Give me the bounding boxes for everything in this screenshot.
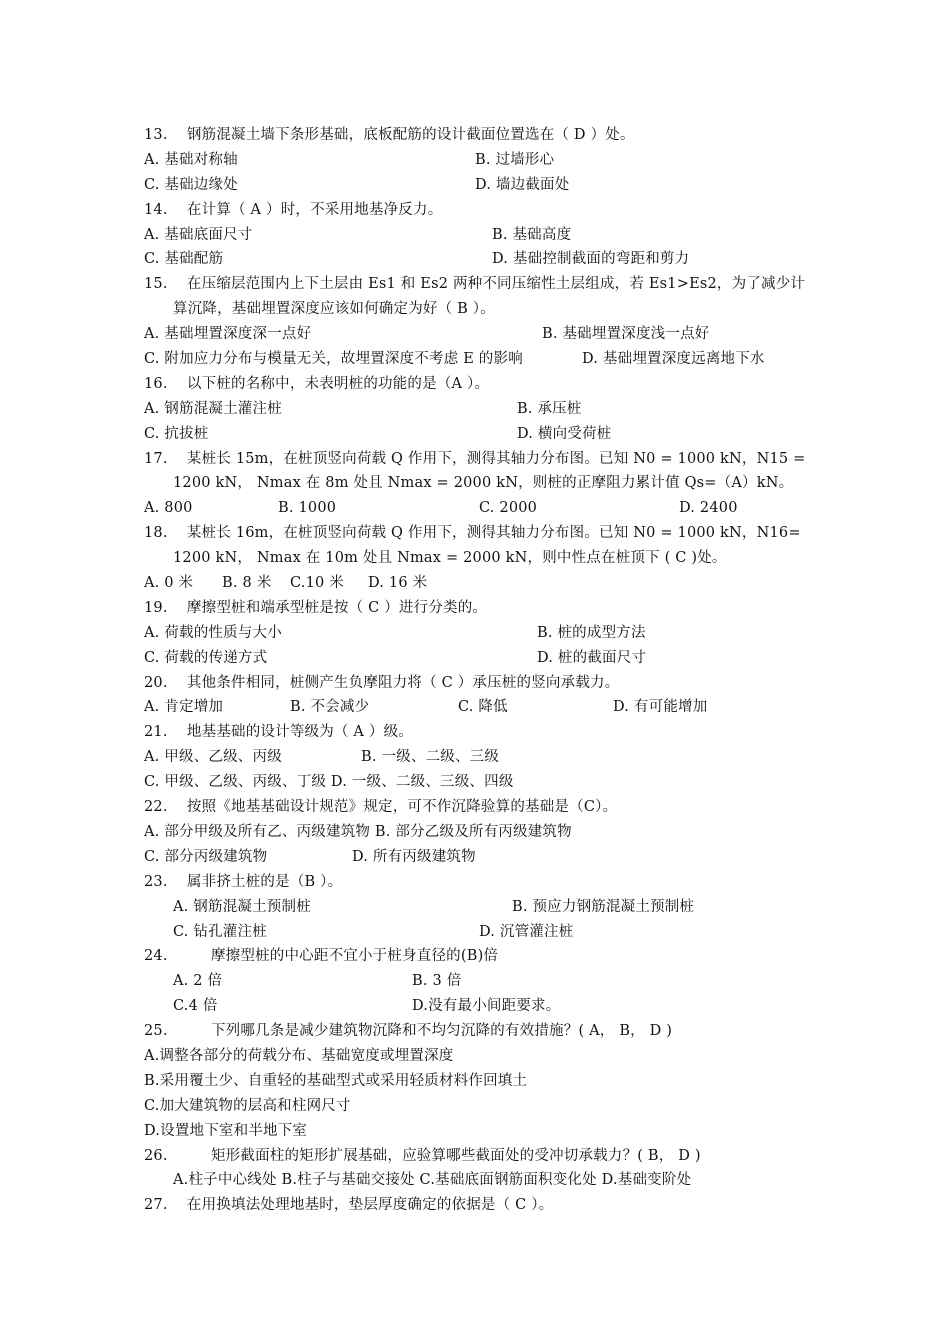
option-c: C.10 米 (290, 575, 344, 592)
question-18 (144, 521, 834, 546)
option-c: C. 基础配筋 (144, 251, 224, 268)
question-text: 钢筋混凝土墙下条形基础，底板配筋的设计截面位置选在（ D ）处。 (186, 127, 635, 143)
question-number: 23. (144, 873, 168, 890)
option-row (144, 994, 834, 1019)
option-d: D. 沉管灌注桩 (479, 923, 574, 940)
option-c: C. 钻孔灌注桩 (173, 923, 267, 940)
option-c: C. 部分丙级建筑物 (144, 848, 268, 865)
option-a-b: A. 部分甲级及所有乙、丙级建筑物 B. 部分乙级及所有丙级建筑物 (144, 823, 572, 840)
question-24 (144, 944, 834, 969)
option-row (144, 770, 834, 795)
option-c: C. 抗拔桩 (144, 425, 209, 442)
question-text: 属非挤土桩的是（B ）。 (186, 873, 343, 890)
option-b: B. 基础高度 (492, 226, 572, 243)
question-25 (144, 1019, 834, 1044)
question-number: 22. (144, 799, 168, 816)
option-row (144, 920, 834, 945)
option-a: A. 基础对称轴 (144, 151, 238, 168)
option-row (144, 173, 834, 198)
option-row (144, 422, 834, 447)
option-row (144, 223, 834, 248)
option-c: C. 荷载的传递方式 (144, 649, 268, 666)
option-b: B. 3 倍 (412, 973, 462, 990)
question-text: 下列哪几条是减少建筑物沉降和不均匀沉降的有效措施？( A， B， D ) (210, 1023, 673, 1040)
question-text: 在压缩层范围内上下土层由 Es1 和 Es2 两种不同压缩性土层组成，若 Es1>Es2，为了减少计 (186, 276, 806, 293)
question-number: 16. (144, 375, 168, 392)
option-d: D.没有最小间距要求。 (412, 998, 561, 1015)
option-c: C. 基础边缘处 (144, 176, 238, 193)
question-number: 21. (144, 724, 168, 741)
option-a: A.调整各部分的荷载分布、基础宽度或埋置深度 (144, 1047, 454, 1064)
question-text: 地基基础的设计等级为（ A ）级。 (186, 724, 414, 741)
option-c: C.加大建筑物的层高和柱网尺寸 (144, 1097, 351, 1114)
question-text: 以下桩的名称中，未表明桩的功能的是（A ）。 (186, 375, 490, 392)
question-19 (144, 596, 834, 621)
option-c-d: C. 甲级、乙级、丙级、丁级 D. 一级、二级、三级、四级 (144, 774, 514, 791)
option-row (144, 496, 834, 521)
option-row (144, 571, 834, 596)
question-text: 某桩长 15m，在桩顶竖向荷载 Q 作用下，测得其轴力分布图。已知 N0 = 1000 kN，N15 = (186, 450, 806, 467)
option-b: B. 过墙形心 (475, 151, 555, 168)
option-row (144, 745, 834, 770)
option-row (144, 845, 834, 870)
option-d: D. 基础控制截面的弯距和剪力 (492, 251, 690, 268)
option-a: A. 肯定增加 (144, 699, 224, 716)
option-row: A.柱子中心线处 B.柱子与基础交接处 C.基础底面钢筋面积变化处 D.基础变阶处 (173, 1172, 692, 1189)
question-number: 14. (144, 201, 168, 218)
question-17 (144, 447, 834, 472)
question-13 (144, 123, 834, 148)
option-d: D. 有可能增加 (613, 699, 708, 716)
question-number: 27. (144, 1197, 168, 1214)
option-d: D. 2400 (679, 500, 738, 517)
option-b: B.采用覆土少、自重轻的基础型式或采用轻质材料作回填土 (144, 1072, 528, 1089)
question-number: 20. (144, 674, 168, 691)
option-row (144, 247, 834, 272)
option-a: A. 800 (144, 500, 193, 517)
option-a: A. 钢筋混凝土灌注桩 (144, 400, 282, 417)
question-16 (144, 372, 834, 397)
question-number: 15. (144, 276, 168, 293)
question-text: 在计算（ A ）时，不采用地基净反力。 (186, 201, 443, 218)
option-b: B. 预应力钢筋混凝土预制桩 (512, 898, 695, 915)
question-text: 在用换填法处理地基时，垫层厚度确定的依据是（ C ）。 (186, 1197, 554, 1214)
option-d: D. 所有丙级建筑物 (352, 848, 476, 865)
option-c: C. 2000 (479, 500, 538, 517)
option-a: A. 0 米 (144, 575, 194, 592)
option-c: C. 降低 (458, 699, 508, 716)
option-row (144, 820, 834, 845)
option-a: A. 甲级、乙级、丙级 (144, 749, 282, 766)
option-a: A. 2 倍 (173, 973, 223, 990)
question-27 (144, 1193, 834, 1218)
question-20 (144, 671, 834, 696)
option-d: D.设置地下室和半地下室 (144, 1122, 308, 1139)
question-text: 矩形截面柱的矩形扩展基础，应验算哪些截面处的受冲切承载力？( B， D ) (210, 1147, 701, 1164)
option-a: A. 基础埋置深度深一点好 (144, 326, 312, 343)
option-row (144, 969, 834, 994)
option-b: B. 承压桩 (517, 400, 582, 417)
option-row (144, 646, 834, 671)
option-d: D. 墙边截面处 (475, 176, 570, 193)
option-b: B. 基础埋置深度浅一点好 (542, 326, 710, 343)
question-26 (144, 1144, 834, 1169)
option-c: C.4 倍 (173, 998, 218, 1015)
question-continuation: 1200 kN， Nmax 在 10m 处且 Nmax = 2000 kN，则中性点在桩顶下 ( C )处。 (173, 550, 727, 567)
question-text: 按照《地基基础设计规范》规定，可不作沉降验算的基础是（C）。 (186, 799, 618, 816)
option-row (144, 621, 834, 646)
option-row (144, 397, 834, 422)
option-row (144, 895, 834, 920)
option-a: A. 荷载的性质与大小 (144, 624, 282, 641)
question-text: 摩擦型桩和端承型桩是按（ C ）进行分类的。 (186, 599, 488, 616)
question-number: 19. (144, 599, 168, 616)
question-number: 25. (144, 1023, 168, 1040)
question-continuation: 算沉降，基础埋置深度应该如何确定为好（ B ）。 (173, 301, 495, 318)
question-14 (144, 198, 834, 223)
question-number: 24. (144, 948, 168, 965)
option-row (144, 322, 834, 347)
question-15 (144, 272, 834, 297)
question-continuation: 1200 kN， Nmax 在 8m 处且 Nmax = 2000 kN，则桩的正摩阻力累计值 Qs=（A）kN。 (173, 475, 794, 492)
option-d: D. 横向受荷桩 (517, 425, 612, 442)
question-23 (144, 870, 834, 895)
option-a: A. 基础底面尺寸 (144, 226, 253, 243)
option-b: B. 一级、二级、三级 (361, 749, 500, 766)
option-b: B. 桩的成型方法 (537, 624, 646, 641)
question-number: 17. (144, 450, 168, 467)
question-number: 18. (144, 525, 168, 542)
question-text: 其他条件相同，桩侧产生负摩阻力将（ C ）承压桩的竖向承载力。 (186, 674, 620, 691)
question-number: 26. (144, 1147, 168, 1164)
option-row (144, 347, 834, 372)
option-c: C. 附加应力分布与模量无关，故埋置深度不考虑 E 的影响 (144, 351, 523, 368)
option-b: B. 1000 (278, 500, 337, 517)
question-text: 某桩长 16m，在桩顶竖向荷载 Q 作用下，测得其轴力分布图。已知 N0 = 1000 kN，N16= (186, 525, 801, 542)
question-text: 摩擦型桩的中心距不宜小于桩身直径的(B)倍 (210, 948, 499, 965)
question-22 (144, 795, 834, 820)
option-b: B. 8 米 (222, 575, 272, 592)
option-d: D. 基础埋置深度远离地下水 (582, 351, 765, 368)
option-row (144, 148, 834, 173)
option-b: B. 不会减少 (290, 699, 370, 716)
question-21 (144, 720, 834, 745)
question-number: 13. (144, 127, 168, 143)
option-row (144, 695, 834, 720)
question-list (144, 123, 834, 1218)
option-d: D. 桩的截面尺寸 (537, 649, 647, 666)
option-d: D. 16 米 (368, 575, 428, 592)
option-a: A. 钢筋混凝土预制桩 (173, 898, 311, 915)
